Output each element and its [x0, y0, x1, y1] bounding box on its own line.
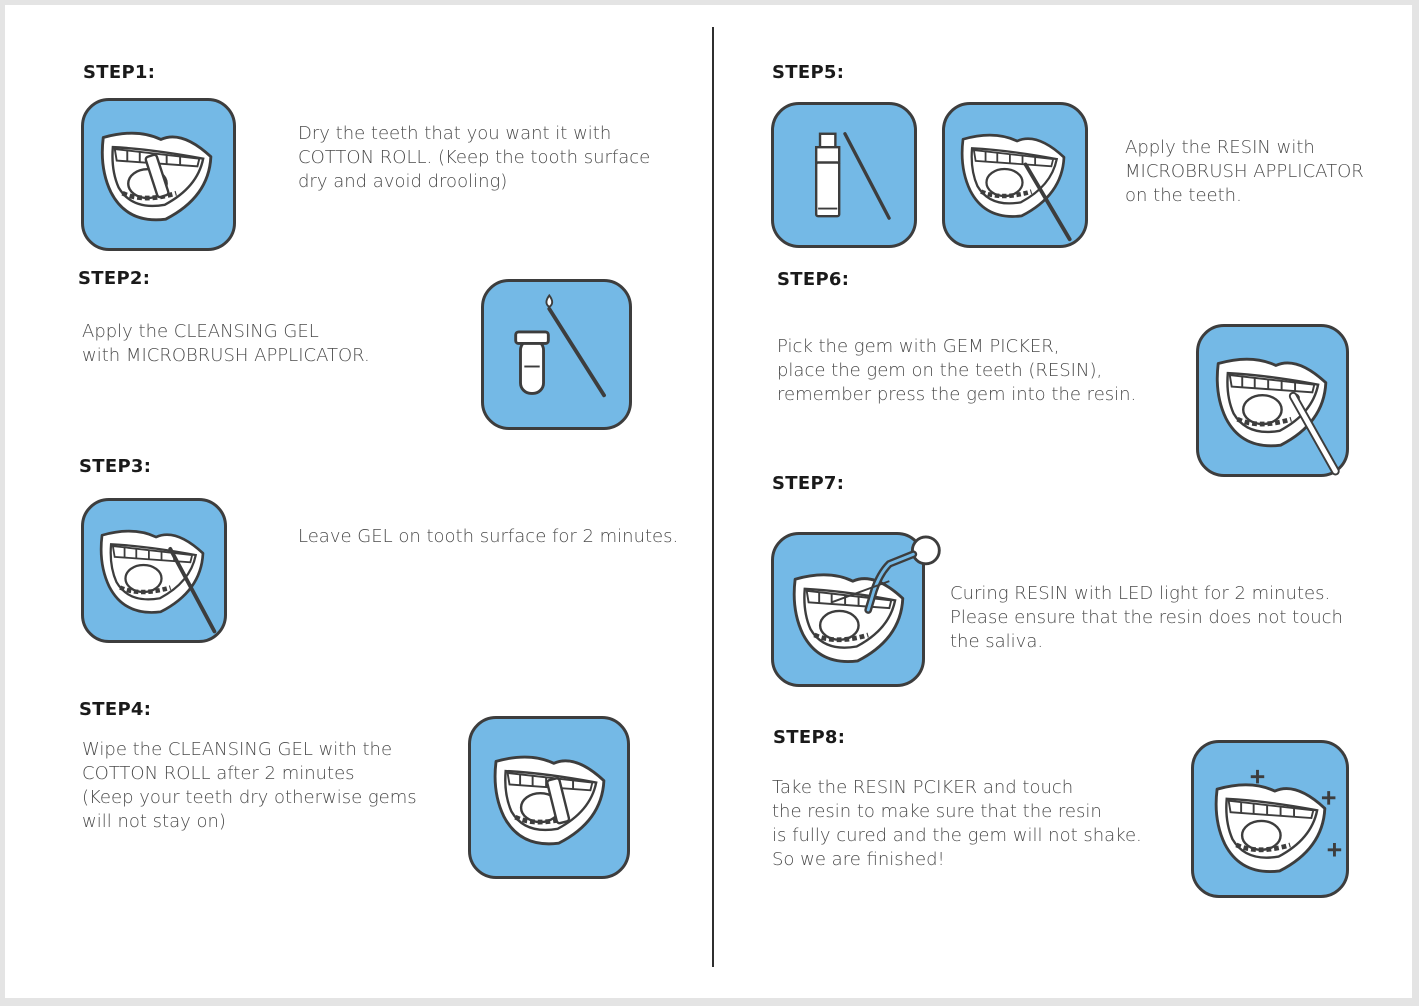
mouth-gem-picker-icon	[1196, 324, 1349, 477]
instruction-sheet	[5, 5, 1412, 998]
gel-vial-brush-icon	[481, 279, 632, 430]
step-5-title: STEP5:	[772, 62, 845, 83]
step-8-title: STEP8:	[773, 727, 846, 748]
resin-bottle-icon	[771, 102, 917, 248]
step-3-title: STEP3:	[79, 456, 152, 477]
step-6-title: STEP6:	[777, 269, 850, 290]
mouth-cotton-roll-icon	[81, 98, 236, 251]
step-1-title: STEP1:	[83, 62, 156, 83]
step-2-title: STEP2:	[78, 268, 151, 289]
step-7-text: Curing RESIN with LED light for 2 minutes. Please ensure that the resin does not touch the saliva.	[950, 583, 1343, 652]
mouth-sparkle-icon	[1191, 740, 1349, 898]
step-2-text: Apply the CLEANSING GEL with MICROBRUSH APPLICATOR.	[82, 321, 370, 366]
step-3-text: Leave GEL on tooth surface for 2 minutes.	[298, 526, 679, 547]
step-8-text: Take the RESIN PCIKER and touch the resin to make sure that the resin is fully cured and the gem will not shake. So we are finished!	[772, 777, 1142, 870]
mouth-brush-icon	[81, 498, 227, 643]
step-5-text: Apply the RESIN with MICROBRUSH APPLICATOR on the teeth.	[1125, 137, 1364, 206]
step-6-text: Pick the gem with GEM PICKER, place the gem on the teeth (RESIN), remember press the gem into the resin.	[777, 336, 1137, 405]
resin-brush-mouth-icon	[942, 102, 1088, 248]
step-7-title: STEP7:	[772, 473, 845, 494]
mouth-cotton-roll-icon	[468, 716, 630, 879]
column-divider	[712, 27, 714, 967]
mouth-led-light-icon	[771, 532, 925, 687]
step-4-text: Wipe the CLEANSING GEL with the COTTON ROLL after 2 minutes (Keep your teeth dry otherwise gems will not stay on)	[82, 739, 417, 832]
step-1-text: Dry the teeth that you want it with COTTON ROLL. (Keep the tooth surface dry and avoid drooling)	[298, 123, 651, 192]
step-4-title: STEP4:	[79, 699, 152, 720]
